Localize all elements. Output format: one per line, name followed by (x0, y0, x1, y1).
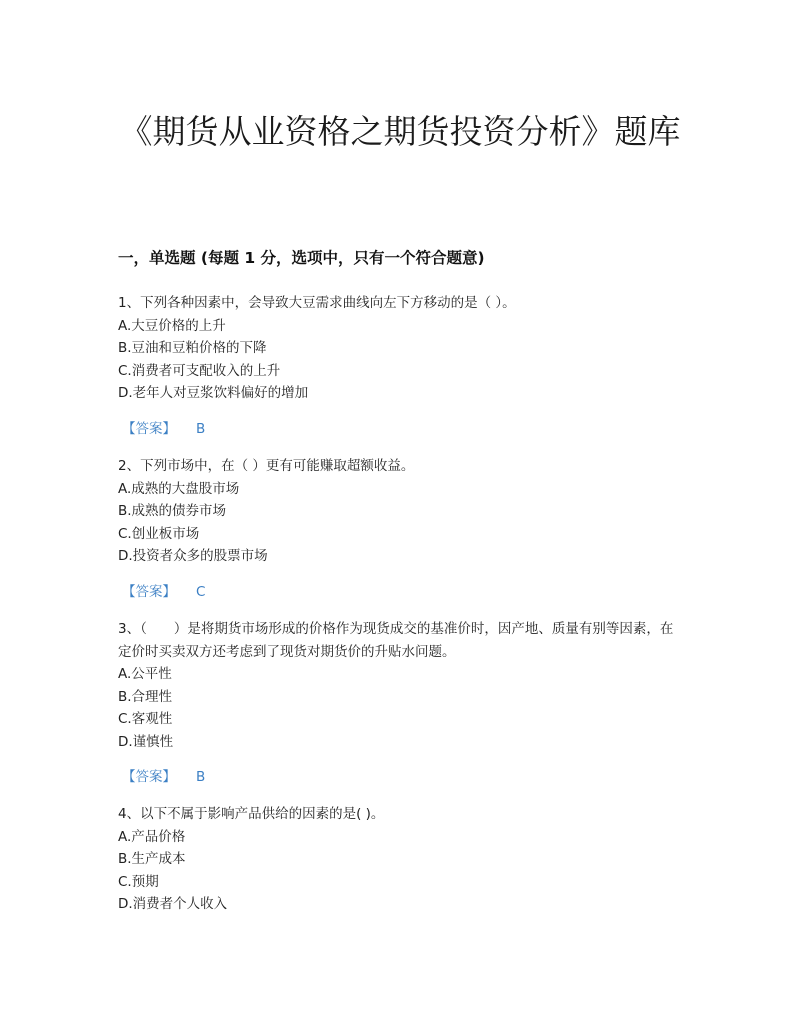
document-title: 《期货从业资格之期货投资分析》题库 (119, 112, 681, 151)
option-a: A.成熟的大盘股市场 (118, 480, 240, 497)
question-3 (118, 618, 684, 789)
option-c: C.预期 (118, 873, 159, 890)
question-4 (118, 803, 684, 916)
option-a: A.公平性 (118, 666, 172, 682)
answer-line (118, 418, 684, 441)
option-c: C.消费者可支配收入的上升 (118, 362, 281, 379)
answer-line (118, 766, 684, 789)
question-2 (118, 455, 684, 603)
option-c: C.创业板市场 (118, 525, 200, 542)
answer-label: 【答案】 (122, 769, 176, 785)
question-stem: 1、下列各种因素中，会导致大豆需求曲线向左下方移动的是（ ）。 (118, 295, 516, 311)
option-a: A.大豆价格的上升 (118, 317, 226, 334)
option-b: B.豆油和豆粕价格的下降 (118, 340, 267, 356)
answer-label: 【答案】 (122, 420, 176, 437)
option-d: D.投资者众多的股票市场 (118, 548, 268, 564)
answer-value: B (196, 769, 206, 785)
answer-line (118, 581, 684, 604)
option-b: B.成熟的债券市场 (118, 503, 227, 519)
section-heading: 一，单选题 (每题 1 分，选项中，只有一个符合题意) (118, 249, 485, 267)
answer-label: 【答案】 (122, 583, 176, 600)
question-1 (118, 292, 684, 440)
question-stem: 4、以下不属于影响产品供给的因素的是( )。 (118, 806, 385, 822)
answer-value: B (196, 420, 206, 437)
option-c: C.客观性 (118, 711, 173, 727)
option-b: B.生产成本 (118, 851, 186, 867)
answer-value: C (196, 583, 206, 600)
option-a: A.产品价格 (118, 828, 186, 845)
option-d: D.谨慎性 (118, 733, 174, 750)
question-stem: 2、下列市场中，在（ ）更有可能赚取超额收益。 (118, 458, 415, 474)
option-d: D.老年人对豆浆饮料偏好的增加 (118, 385, 309, 401)
option-d: D.消费者个人收入 (118, 896, 228, 912)
question-stem: 3、（ ）是将期货市场形成的价格作为现货成交的基准价时，因产地、质量有别等因素，在定价时买卖双方还考虑到了现货对期货价的升贴水问题。 (118, 621, 674, 660)
option-b: B.合理性 (118, 688, 173, 705)
